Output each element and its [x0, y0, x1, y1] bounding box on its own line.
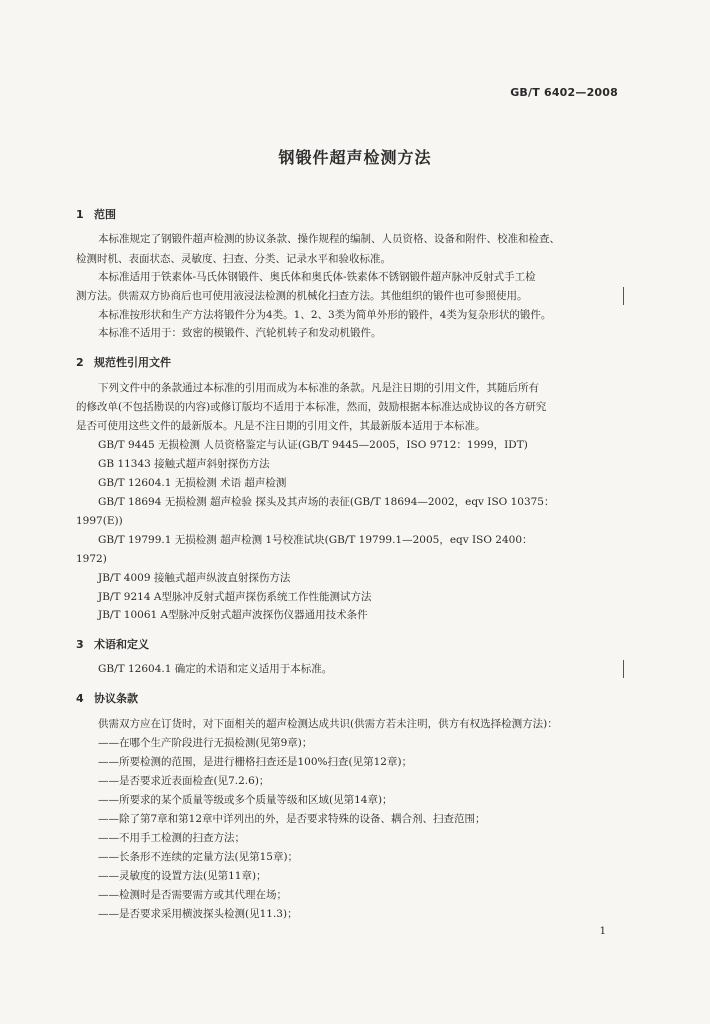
section-1-heading [76, 206, 116, 222]
paragraph-line: 供需双方应在订货时，对下面相关的超声检测达成共识(供需方若未注明，供方有权选择检测方法)： [98, 718, 558, 730]
section-title: 范围 [94, 208, 116, 221]
reference-item: JB/T 10061 A型脉冲反射式超声波探伤仪器通用技术条件 [98, 609, 368, 621]
section-number: 4 [76, 692, 84, 705]
list-item: ——所要求的某个质量等级或多个质量等级和区域(见第14章)； [98, 794, 393, 806]
paragraph-line: 的修改单(不包括勘误的内容)或修订版均不适用于本标准，然而，鼓励根据本标准达成协议的各方研究 [76, 401, 547, 413]
section-number: 3 [76, 638, 84, 651]
list-item: ——在哪个生产阶段进行无损检测(见第9章)； [98, 737, 313, 749]
section-title: 协议条款 [94, 692, 138, 705]
reference-item: JB/T 4009 接触式超声纵波直射探伤方法 [98, 572, 291, 584]
section-number: 2 [76, 356, 84, 369]
reference-item: GB/T 9445 无损检测 人员资格鉴定与认证(GB/T 9445—2005，ISO 9712：1999，IDT) [98, 439, 528, 451]
section-title: 规范性引用文件 [94, 356, 171, 369]
section-number: 1 [76, 208, 84, 221]
paragraph-line: 本标准按形状和生产方法将锻件分为4类。1、2、3类为简单外形的锻件，4类为复杂形状的锻件。 [98, 309, 552, 321]
paragraph-line: 是否可使用这些文件的最新版本。凡是不注日期的引用文件，其最新版本适用于本标准。 [76, 420, 486, 432]
section-3-heading [76, 636, 149, 652]
list-item: ——是否要求近表面检查(见7.2.6)； [98, 775, 270, 787]
standard-number: GB/T 6402—2008 [510, 86, 618, 99]
reference-item: GB/T 19799.1 无损检测 超声检测 1号校准试块(GB/T 19799.1—2005，eqv ISO 2400： [98, 534, 533, 546]
document-title: 钢锻件超声检测方法 [278, 148, 432, 167]
reference-item-continued: 1997(E)) [76, 515, 123, 527]
paragraph-line: GB/T 12604.1 确定的术语和定义适用于本标准。 [98, 663, 333, 675]
paragraph-line: 本标准不适用于：致密的模锻件、汽轮机转子和发动机锻件。 [98, 327, 382, 339]
list-item: ——灵敏度的设置方法(见第11章)； [98, 870, 267, 882]
list-item: ——长条形不连续的定量方法(见第15章)； [98, 851, 299, 863]
list-item: ——除了第7章和第12章中详列出的外，是否要求特殊的设备、耦合剂、扫查范围； [98, 813, 486, 825]
change-bar [623, 287, 624, 305]
section-title: 术语和定义 [94, 638, 149, 651]
list-item: ——检测时是否需要需方或其代理在场； [98, 889, 287, 901]
change-bar [623, 660, 624, 678]
section-4-heading [76, 690, 138, 706]
list-item: ——不用手工检测的扫查方法； [98, 832, 245, 844]
reference-item-continued: 1972) [76, 553, 107, 565]
paragraph-line: 检测时机、表面状态、灵敏度、扫查、分类、记录水平和验收标准。 [76, 253, 391, 265]
paragraph-line: 下列文件中的条款通过本标准的引用而成为本标准的条款。凡是注日期的引用文件，其随后所有 [98, 382, 539, 394]
list-item: ——所要检测的范围，是进行栅格扫查还是100%扫查(见第12章)； [98, 756, 413, 768]
paragraph-line: 本标准规定了钢锻件超声检测的协议条款、操作规程的编制、人员资格、设备和附件、校准和检查、 [98, 233, 560, 245]
section-2-heading [76, 354, 171, 370]
list-item: ——是否要求采用横波探头检测(见11.3)； [98, 908, 298, 920]
paragraph-line: 测方法。供需双方协商后也可使用液浸法检测的机械化扫查方法。其他组织的锻件也可参照使用。 [76, 290, 528, 302]
paragraph-line: 本标准适用于铁素体-马氏体钢锻件、奥氏体和奥氏体-铁素体不锈钢锻件超声脉冲反射式手工检 [98, 271, 536, 283]
reference-item: JB/T 9214 A型脉冲反射式超声探伤系统工作性能测试方法 [98, 591, 372, 603]
reference-item: GB/T 12604.1 无损检测 术语 超声检测 [98, 477, 287, 489]
reference-item: GB 11343 接触式超声斜射探伤方法 [98, 458, 270, 470]
page-number: 1 [599, 926, 606, 937]
reference-item: GB/T 18694 无损检测 超声检验 探头及其声场的表征(GB/T 18694—2002，eqv ISO 10375： [98, 496, 555, 508]
